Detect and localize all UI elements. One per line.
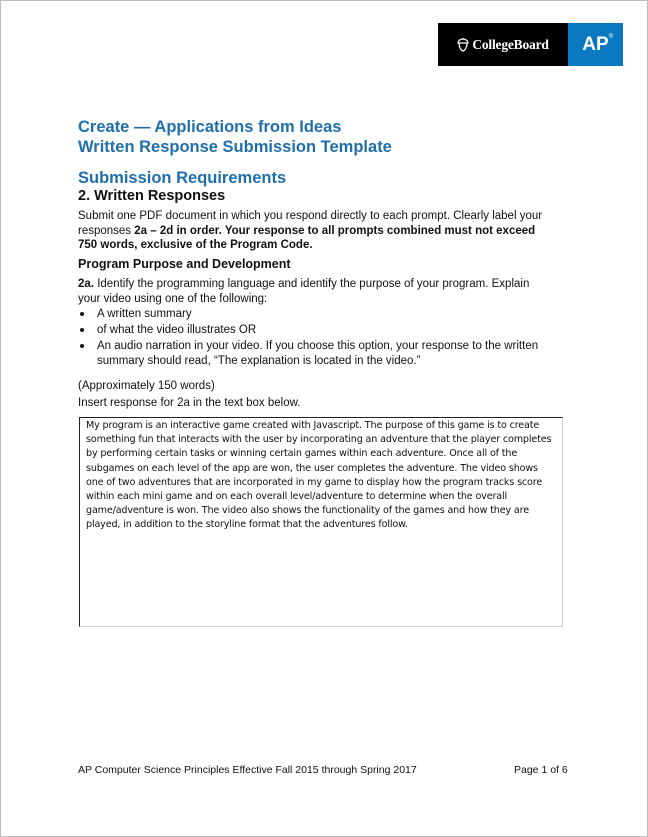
response-text[interactable]: My program is an interactive game created with Javascript. The purpose of this game is to create something fun that interacts with the user by incorporating an adventure that the player completes by performing certain tasks or winning certain games within each adventure. Once all of the subgames on each level of the app are won, the user completes the adventure. The video shows one of two adventures that are incorporated in my game to display how the program tracks score within each mini game and on each overall level/adventure to determine when the overall game/adventure is won. The video also shows the functionality of the games and how they are played, in addition to the storyline format that the adventures follow. bbox=[86, 420, 552, 531]
collegeboard-ap-logo bbox=[438, 23, 623, 66]
registered-mark: ® bbox=[608, 34, 613, 40]
page-number: Page 1 of 6 bbox=[514, 764, 568, 776]
word-count-note: (Approximately 150 words) bbox=[78, 380, 215, 392]
list-item: An audio narration in your video. If you choose this option, your response to the written summary should read, “The explanation is located in the video.” bbox=[78, 339, 548, 368]
document-title-line2: Written Response Submission Template bbox=[78, 138, 392, 156]
submission-requirements-heading: Submission Requirements bbox=[78, 169, 287, 187]
prompt-label: 2a. bbox=[78, 278, 94, 290]
footer-course-info: AP Computer Science Principles Effective Fall 2015 through Spring 2017 bbox=[78, 764, 417, 776]
instructions-plain: Submit one PDF document in which you respond directly to each prompt. Clearly label your responses bbox=[78, 210, 543, 237]
document-title-line1: Create — Applications from Ideas bbox=[78, 118, 342, 136]
program-purpose-heading: Program Purpose and Development bbox=[78, 257, 291, 271]
submission-instructions bbox=[78, 209, 548, 253]
instructions-bold: 2a – 2d in order. Your response to all prompts combined must not exceed 750 words, exclusive of the Program Code. bbox=[78, 224, 536, 251]
prompt-options-list bbox=[78, 307, 548, 370]
prompt-text: Identify the programming language and identify the purpose of your program. Explain your video using one of the following: bbox=[78, 278, 530, 305]
ap-label: AP bbox=[582, 33, 609, 55]
collegeboard-logo bbox=[438, 23, 568, 66]
acorn-icon bbox=[457, 38, 469, 52]
list-item: A written summary bbox=[78, 307, 548, 322]
prompt-2a bbox=[78, 277, 548, 306]
insert-instruction: Insert response for 2a in the text box below. bbox=[78, 397, 301, 409]
list-item: of what the video illustrates OR bbox=[78, 323, 548, 338]
written-responses-heading: 2. Written Responses bbox=[78, 188, 226, 204]
collegeboard-label: CollegeBoard bbox=[472, 36, 549, 52]
ap-logo bbox=[568, 23, 623, 66]
